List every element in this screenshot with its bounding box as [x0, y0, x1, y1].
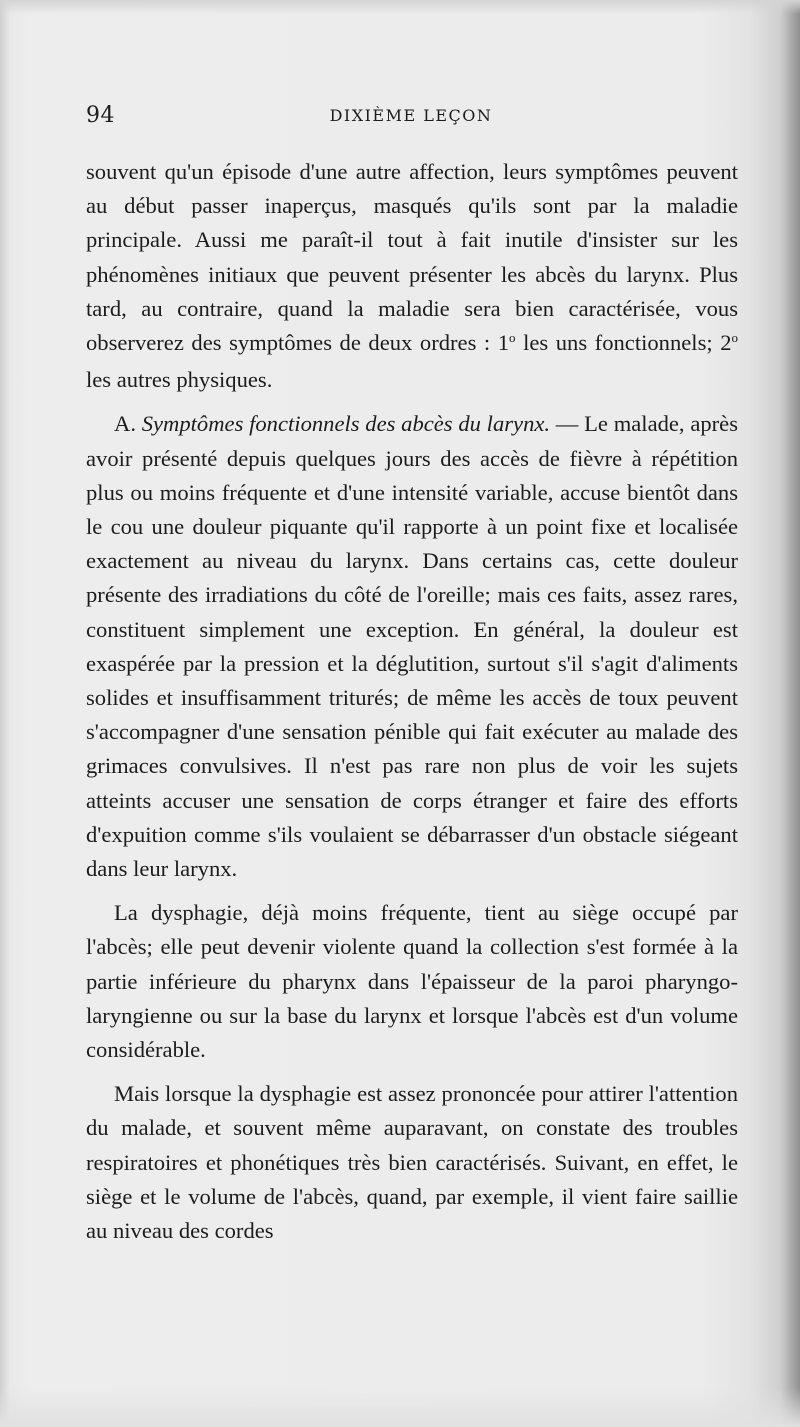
ordinal-superscript: o	[509, 330, 516, 346]
paragraph-dysphagia	[86, 896, 738, 1067]
ordinal-number: 1	[497, 330, 510, 356]
paragraph-functional-symptoms	[86, 407, 738, 886]
paragraph-text: Mais lorsque la dysphagie est assez prononcée pour attirer l'attention du malade, et souvent même auparavant, on constate des troubles respiratoires et phonétiques très bien caractérisés. Suivant, en effet, le siège et le volume de l'abcès, quand, par exemple, il vient faire saillie au niveau des cordes	[86, 1081, 738, 1244]
page-top-shadow	[0, 0, 800, 14]
section-heading: Symptômes fonctionnels des abcès du larynx.	[141, 411, 551, 437]
ordinal-superscript: o	[731, 330, 739, 346]
paragraph-text: La dysphagie, déjà moins fréquente, tient au siège occupé par l'abcès; elle peut devenir violente quand la collection s'est formée à la partie inférieure du pharynx dans l'épaisseur de la paroi pharyngo-laryngienne ou sur la base du larynx et lorsque l'abcès est d'un volume considérable.	[86, 900, 738, 1063]
paragraph-respiratory	[86, 1077, 738, 1248]
page-number: 94	[86, 103, 115, 128]
paragraph-text: les autres physiques.	[86, 367, 273, 393]
body-text	[86, 155, 738, 1248]
paragraph-text: souvent qu'un épisode d'une autre affection, leurs symptômes peuvent au début passer inaperçus, masqués qu'ils sont par la maladie principale. Aussi me paraît-il tout à fait inutile d'insister sur les phénomènes initiaux que peuvent présenter les abcès du larynx. Plus tard, au contraire, quand la maladie sera bien caractérisée, vous observerez des symptômes de deux ordres :	[86, 159, 738, 356]
chapter-title: DIXIÈME LEÇON	[329, 106, 493, 125]
paragraph-text: les uns fonctionnels;	[515, 330, 721, 356]
paragraph-continuation	[86, 155, 738, 397]
ordinal-number: 2	[720, 330, 732, 356]
page-bottom-shadow	[0, 1387, 800, 1427]
section-letter: A.	[114, 411, 142, 437]
running-head	[86, 103, 736, 133]
paragraph-text: — Le malade, après avoir présenté depuis quelques jours des accès de fièvre à répétition plus ou moins fréquente et d'une intensité variable, accuse bientôt dans le cou une douleur piquante qu'il rapporte à un point fixe et localisée exactement au niveau du larynx. Dans certains cas, cette douleur présente des irradiations du côté de l'oreille; mais ces faits, assez rares, constituent simplement une exception. En général, la douleur est exaspérée par la pression et la déglutition, surtout s'il s'agit d'aliments solides et insuffisamment triturés; de même les accès de toux peuvent s'accompagner d'une sensation pénible qui fait exécuter au malade des grimaces convulsives. Il n'est pas rare non plus de voir les sujets atteints accuser une sensation de corps étranger et faire des efforts d'expuition comme s'ils voulaient se débarrasser d'un obstacle siégeant dans leur larynx.	[86, 411, 738, 882]
